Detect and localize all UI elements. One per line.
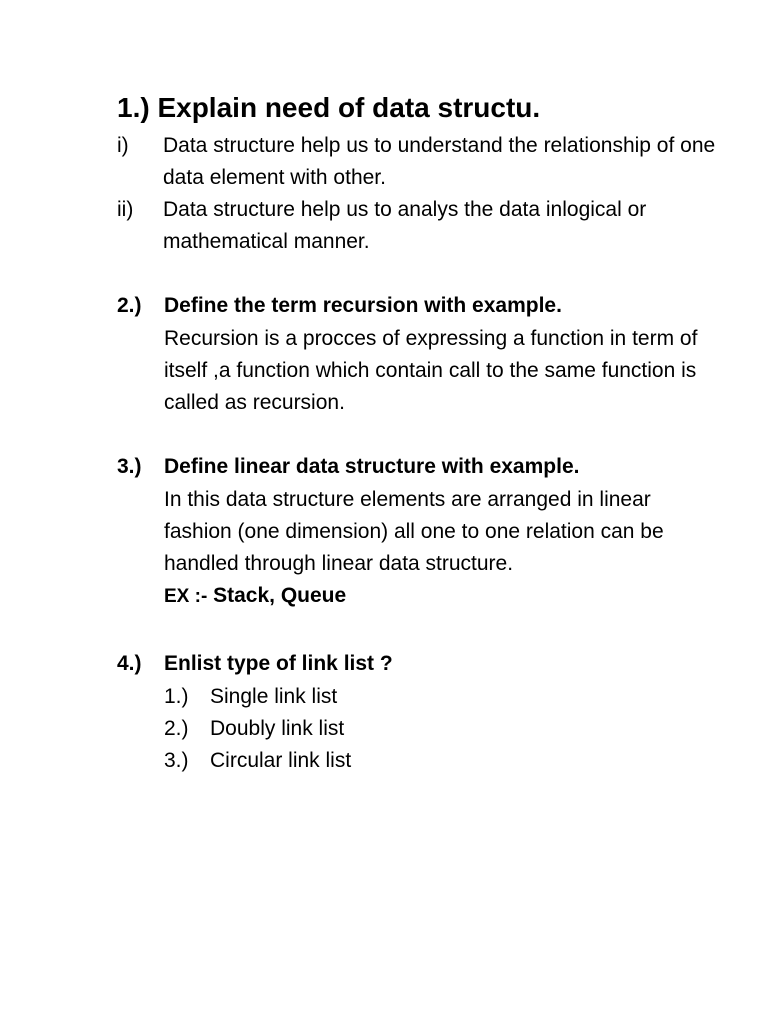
question-heading-text: Enlist type of link list ? [164,652,393,675]
question-3-example [164,578,717,616]
question-3-answer: In this data structure elements are arranged in linear fashion (one dimension) all one to one relation can be handled through linear data structure. [164,488,664,575]
question-2-section [117,289,717,419]
list-item-text: Circular link list [210,749,352,772]
list-marker: 3.) [164,749,189,772]
link-list-types [164,681,717,777]
list-item-text: Data structure help us to analys the data inlogical or mathematical manner. [163,198,647,253]
question-number: 4.) [117,652,142,675]
list-item-text: Data structure help us to understand the relationship of one data element with other. [163,134,716,189]
question-number: 3.) [117,455,142,478]
example-label: EX :- [164,586,208,607]
example-value: Stack, Queue [207,584,347,607]
list-item [117,194,717,258]
list-marker: i) [117,134,129,157]
question-3-section [117,450,717,616]
question-4-section [117,647,717,777]
question-1-points [117,130,717,258]
question-heading-text: Define the term recursion with example. [164,294,562,317]
list-marker: 2.) [164,717,189,740]
question-1-title: 1.) Explain need of data structu. [117,92,541,123]
question-4-heading [117,647,717,681]
list-item-text: Single link list [210,685,338,708]
question-heading-text: Define linear data structure with example. [164,455,580,478]
list-item [117,130,717,194]
list-item-text: Doubly link list [210,717,345,740]
document-body [117,88,717,777]
list-item [164,713,717,745]
list-item [164,745,717,777]
question-2-answer: Recursion is a procces of expressing a function in term of itself ,a function which contain call to the same function is called as recursion. [164,327,698,414]
list-marker: 1.) [164,685,189,708]
question-3-heading [117,450,717,484]
question-2-heading [117,289,717,323]
question-number: 2.) [117,294,142,317]
list-marker: ii) [117,198,134,221]
list-item [164,681,717,713]
